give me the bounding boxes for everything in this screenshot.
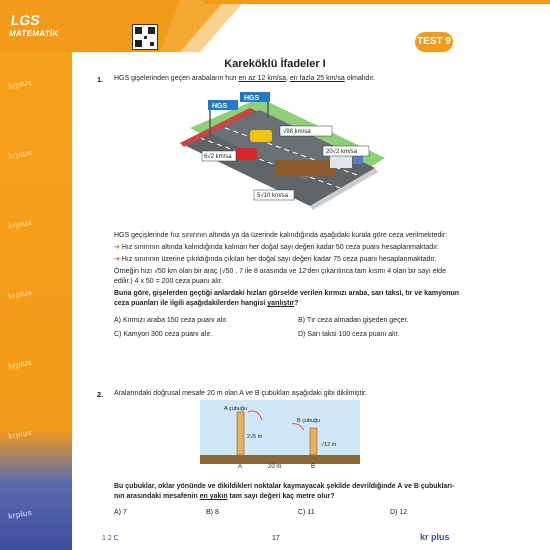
question-stem: Aralarındaki doğrusal mesafe 20 m olan A ve B çubukları aşağıdaki gibi dikilmiştir. <box>114 390 367 397</box>
sidebar-logo: krplus <box>7 427 33 442</box>
sidebar-logo: krplus <box>7 77 33 92</box>
option-c[interactable]: C) 11 <box>298 509 315 516</box>
point-a-label: A <box>238 464 243 470</box>
speed-label-truck: 20√2 km/sa <box>326 149 357 155</box>
brand-logo: LGS MATEMATİK <box>8 12 60 38</box>
page-number: 17 <box>272 535 280 542</box>
truck-trailer <box>275 160 335 176</box>
rod-a <box>237 412 244 455</box>
option-b[interactable]: B) 8 <box>206 509 219 516</box>
option-a[interactable]: A) Kırmızı araba 150 ceza puanı alır. <box>114 317 229 324</box>
question-number: 2. <box>97 390 104 399</box>
rod-a-length: 2√5 m <box>247 434 263 440</box>
option-a[interactable]: A) 7 <box>114 509 127 516</box>
speed-label-yellow: √98 km/sa <box>283 129 311 135</box>
sidebar-logo: krplus <box>7 357 33 372</box>
hgs-label: HGS <box>212 103 228 110</box>
point-b-label: B <box>311 464 316 470</box>
option-d[interactable]: D) Sarı taksi 100 ceza puanı alır. <box>298 331 400 338</box>
rule-2: ➔ Hız sınırının üzerine çıkıldığında çıkılan her doğal sayı değeri kadar 75 ceza puanı hesaplanmaktadır. <box>114 256 437 263</box>
header-shape <box>0 0 550 52</box>
rod-b <box>310 428 317 455</box>
question-line-2: nın arasındaki mesafenin en yakın tam sayı değeri kaç metre olur? <box>114 493 335 500</box>
option-d[interactable]: D) 12 <box>390 509 408 516</box>
option-b[interactable]: B) Tır ceza almadan gişeden geçer. <box>298 317 409 324</box>
rule-1: ➔ Hız sınırının altında kalındığında kalınan her doğal sayı değeri kadar 50 ceza puanı hesaplanmaktadır. <box>114 244 439 251</box>
speed-label-red: 6√2 km/sa <box>204 154 232 160</box>
rod-b-length: √12 m <box>321 442 337 448</box>
arrow-icon: ➔ <box>114 256 120 263</box>
qr-code-icon[interactable] <box>132 24 158 50</box>
speed-label-taxi: 5√10 km/sa <box>257 193 288 199</box>
sidebar-logo: krplus <box>7 217 33 232</box>
footer-brand-logo: kr plus <box>420 532 450 542</box>
test-badge: TEST 9 <box>415 32 453 52</box>
rule-intro: HGS geçişlerinde hız sınırının altında ya da üzerinde kalındığında aşağıdaki kurala göre ceza verilmektedir: <box>114 232 448 239</box>
sidebar-band <box>0 0 72 550</box>
question-line-2: ceza puanları ile ilgili aşağıdakilerden hangisi yanlıştır? <box>114 300 299 307</box>
page-title: Kareköklü İfadeler I <box>224 58 326 70</box>
header-band <box>0 0 550 52</box>
hgs-label: HGS <box>244 95 260 102</box>
sidebar-logo: krplus <box>7 507 33 522</box>
rods-figure <box>200 400 360 470</box>
rod-b-label: B çubuğu <box>297 418 321 424</box>
option-c[interactable]: C) Kamyon 300 ceza puanı alır. <box>114 331 213 338</box>
yellow-taxi <box>250 130 272 142</box>
example-line-1: Örneğin hızı √50 km olan bir araç (√50 , 7 ile 8 arasında ve 12'den çıkarılınca tam kısmı 4 olan bir sayı elde <box>114 268 446 275</box>
question-line-1: Bu çubuklar, oklar yönünde ve dikildikleri noktalar kaymayacak şekilde devrildiğinde A ve B çubukları- <box>114 483 455 490</box>
sidebar-logo: krplus <box>7 147 33 162</box>
example-line-2: edilir.) 4 x 50 = 200 ceza puanı alır. <box>114 278 223 285</box>
red-car <box>235 148 257 160</box>
question-number: 1. <box>97 75 104 84</box>
distance-label: 20 m <box>268 464 282 470</box>
arrow-icon: ➔ <box>114 244 120 251</box>
highway-figure <box>170 88 390 216</box>
question-line-1: Buna göre, gişelerden geçtiği anlardaki hızları görselde verilen kırmızı araba, sarı taksi, tır ve kamyonun <box>114 290 460 297</box>
question-stem: HGS gişelerinden geçen arabaların hızı en az 12 km/sa, en fazla 25 km/sa olmalıdır. <box>114 75 376 82</box>
sidebar-logo: krplus <box>7 287 33 302</box>
rod-a-label: A çubuğu <box>224 406 247 412</box>
footer-code: 1 2 C <box>102 535 119 542</box>
